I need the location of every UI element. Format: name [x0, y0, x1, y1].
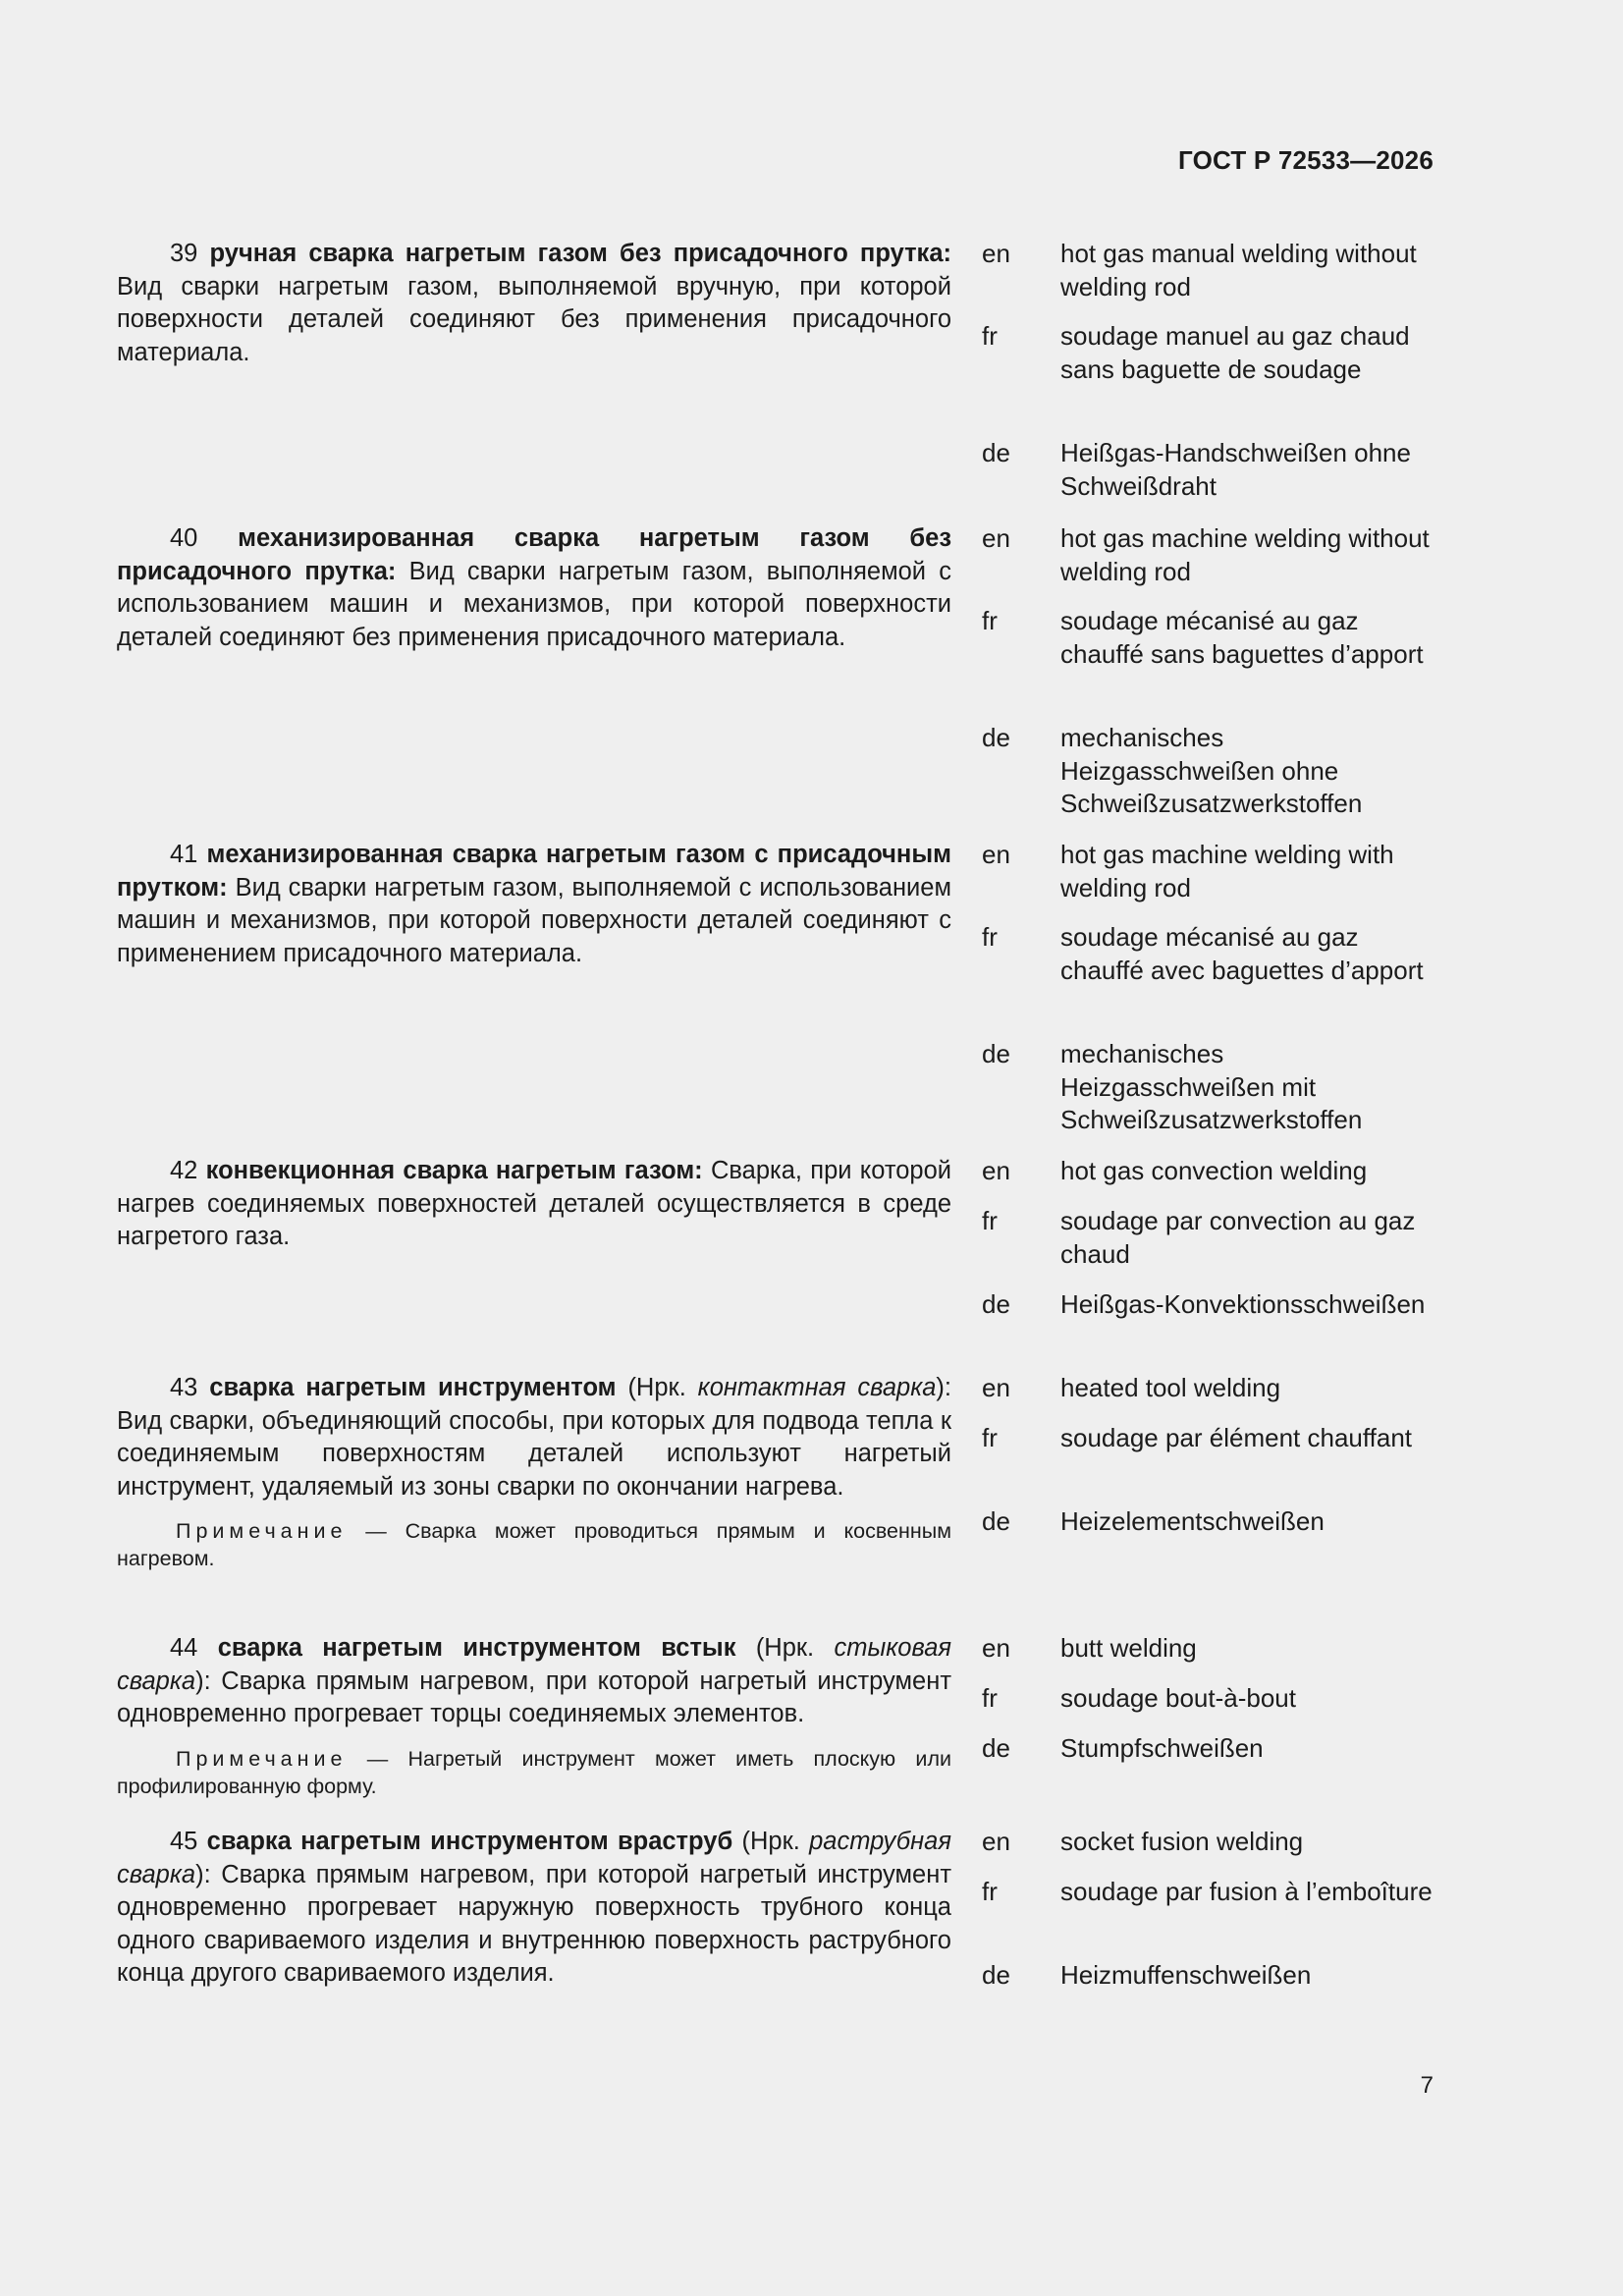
term-entry-42	[0, 1155, 1623, 1372]
term-name: механизированная сварка нагретым газом с присадочным прутком:	[117, 841, 951, 902]
translation-fr: fr soudage par élément chauffant	[982, 1423, 1413, 1452]
deprecated-term: стыковая сварка	[117, 1634, 952, 1695]
term-entry-41	[0, 839, 1623, 1155]
term-entry-43	[0, 1372, 1623, 1632]
term-entry-40	[0, 522, 1623, 839]
translation-fr: fr soudage mécanisé au gaz chauffé sans baguettes d’apport	[982, 606, 1424, 669]
term-name: сварка нагретым инструментом встык	[217, 1634, 736, 1662]
translation-en: en hot gas machine welding with welding rod	[982, 840, 1394, 902]
note	[117, 1745, 951, 1800]
translation-fr: fr soudage manuel au gaz chaud sans baguette de soudage	[982, 321, 1410, 384]
translation-de: de Heißgas-Konvektionsschweißen	[982, 1289, 1426, 1319]
translation-de: de Heißgas-Handschweißen ohne Schweißdraht	[982, 438, 1411, 501]
deprecated-term: контактная сварка	[697, 1374, 937, 1401]
translation-en: en socket fusion welding	[982, 1827, 1304, 1856]
standard-designation: ГОСТ Р 72533—2026	[1178, 145, 1434, 175]
term-number: 42	[170, 1157, 198, 1184]
term-number: 40	[170, 524, 198, 552]
term-entries	[0, 238, 1623, 2022]
translation-de: de mechanisches Heizgasschweißen mit Schweißzusatzwerkstoffen	[982, 1039, 1363, 1134]
term-name: конвекционная сварка нагретым газом:	[205, 1157, 703, 1184]
note	[117, 1517, 951, 1572]
definition-block: 44 сварка нагретым инструментом встык (Нрк. стыковая сварка): Сварка прямым нагревом, при которой нагретый инструмент одновременно прогревает торцы соединяемых элементов. Примечание — Нагретый инструмент может иметь плоскую или профилированную форму.	[117, 1634, 952, 1798]
definition-block	[117, 238, 951, 369]
definition-block	[117, 522, 951, 654]
term-definition: Вид сварки нагретым газом, выполняемой с использованием машин и механизмов, при которой поверхности деталей соединяют с применением присадочного материала.	[117, 873, 951, 967]
translation-fr: fr soudage mécanisé au gaz chauffé avec baguettes d’apport	[982, 922, 1424, 985]
term-definition: Вид сварки нагретым газом, выполняемой вручную, при которой поверхности деталей соединяют без применения присадочного материала.	[117, 272, 951, 366]
term-entry-44	[0, 1632, 1623, 1826]
term-name: механизированная сварка нагретым газом без присадочного прутка:	[117, 524, 951, 585]
definition-block: 43 сварка нагретым инструментом (Нрк. контактная сварка): Вид сварки, объединяющий способы, при которых для подвода тепла к соединяемым поверхностям деталей используют нагретый инструмент, удаляемый из зоны сварки по окончании нагрева. Примечание — Сварка может проводиться прямым и косвенным нагревом.	[117, 1374, 951, 1570]
term-number: 41	[170, 841, 198, 868]
translation-en: en butt welding	[982, 1633, 1197, 1663]
definition-block	[117, 839, 951, 970]
term-number: 45	[170, 1828, 198, 1855]
term-definition: Сварка прямым нагревом, при которой нагретый инструмент одновременно прогревает наружную поверхность трубного конца одного свариваемого изделия и внутреннюю поверхность раструбного конца другого свариваемого изделия.	[117, 1860, 951, 1987]
translation-en: en heated tool welding	[982, 1373, 1281, 1402]
term-number: 39	[170, 240, 198, 267]
translation-de: de Stumpfschweißen	[982, 1733, 1264, 1763]
term-name: сварка нагретым инструментом	[209, 1374, 617, 1401]
term-definition: Вид сварки, объединяющий способы, при которых для подвода тепла к соединяемым поверхностям деталей используют нагретый инструмент, удаляемый из зоны сварки по окончании нагрева.	[117, 1406, 951, 1501]
term-entry-45	[0, 1826, 1623, 2022]
term-name: сварка нагретым инструментом враструб	[206, 1828, 733, 1855]
term-number: 43	[170, 1374, 198, 1401]
translation-fr: fr soudage par fusion à l’emboîture	[982, 1877, 1433, 1906]
translation-en: en hot gas machine welding without welding rod	[982, 523, 1430, 586]
translation-en: en hot gas convection welding	[982, 1156, 1368, 1185]
note-label: Примечание	[176, 1746, 348, 1771]
note-label: Примечание	[176, 1519, 348, 1543]
translation-fr: fr soudage par convection au gaz chaud	[982, 1206, 1416, 1269]
definition-block: 45 сварка нагретым инструментом враструб (Нрк. раструбная сварка): Сварка прямым нагревом, при которой нагретый инструмент одновременно прогревает наружную поверхность трубного конца одного свариваемого изделия и внутреннюю поверхность раструбного конца другого свариваемого изделия.	[117, 1828, 951, 1987]
term-name: ручная сварка нагретым газом без присадочного прутка:	[209, 240, 951, 267]
definition-block	[117, 1155, 951, 1254]
translation-de: de mechanisches Heizgasschweißen ohne Schweißzusatzwerkstoffen	[982, 723, 1363, 818]
term-definition: Вид сварки нагретым газом, выполняемой с использованием машин и механизмов, при которой поверхности деталей соединяют без применения присадочного материала.	[117, 557, 951, 651]
translation-de: de Heizmuffenschweißen	[982, 1960, 1312, 1990]
translation-de: de Heizelementschweißen	[982, 1506, 1325, 1536]
page-number: 7	[1420, 2072, 1434, 2099]
term-definition: Сварка, при которой нагрев соединяемых поверхностей деталей осуществляется в среде нагретого газа.	[117, 1157, 952, 1250]
translation-fr: fr soudage bout-à-bout	[982, 1683, 1296, 1713]
deprecated-term: раструбная сварка	[117, 1828, 951, 1888]
note-text: — Сварка может проводиться прямым и косвенным нагревом.	[117, 1519, 951, 1570]
translation-en: en hot gas manual welding without welding rod	[982, 239, 1417, 301]
term-number: 44	[170, 1634, 198, 1662]
document-header	[1159, 145, 1434, 176]
note-text: — Нагретый инструмент может иметь плоскую или профилированную форму.	[117, 1746, 951, 1798]
term-entry-39	[0, 238, 1623, 522]
term-definition: Сварка прямым нагревом, при которой нагретый инструмент одновременно прогревает торцы соединяемых элементов.	[117, 1667, 951, 1727]
